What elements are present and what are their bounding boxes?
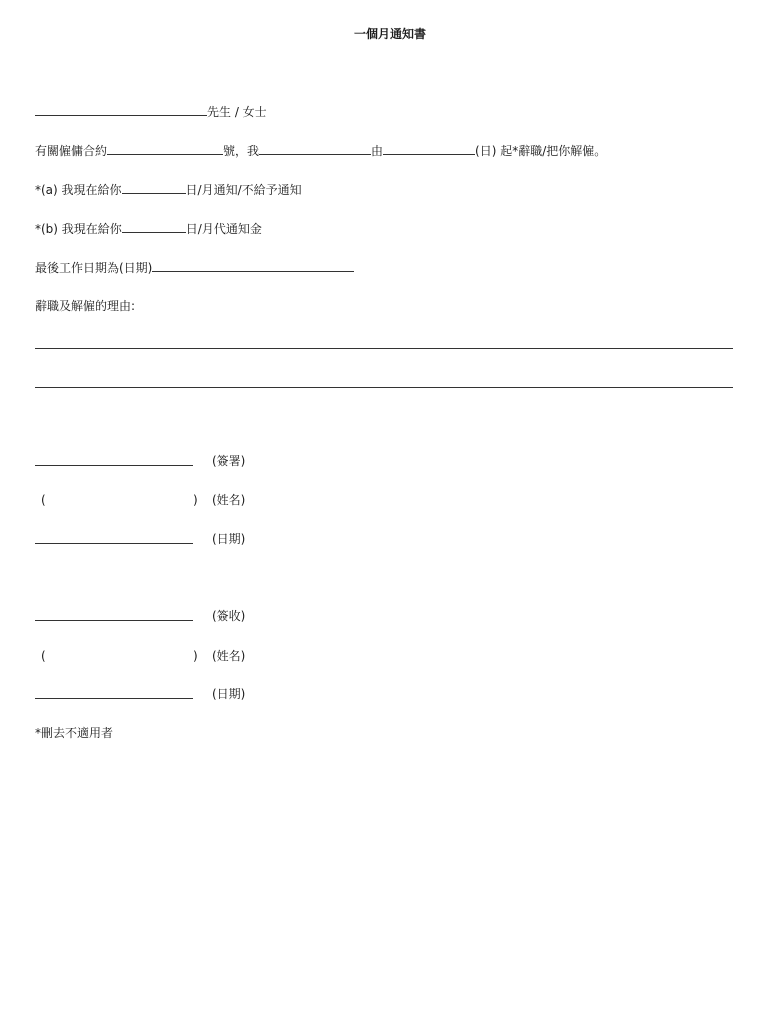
option-a-line [35, 181, 302, 198]
signer-paren-open: ( [41, 493, 46, 507]
option-b-blank[interactable] [122, 220, 186, 233]
receiver-date-blank[interactable] [35, 698, 193, 699]
contract-mid1: 號，我 [223, 144, 260, 158]
reason-label: 辭職及解僱的理由: [35, 299, 136, 313]
last-day-blank[interactable] [152, 259, 354, 272]
option-a-suffix: 日/月通知/不給予通知 [185, 183, 302, 197]
salutation-line [35, 103, 267, 120]
receiver-paren-close: ) [193, 649, 198, 663]
signer-signature-blank[interactable] [35, 465, 193, 466]
receiver-sign-label: (簽收) [212, 609, 246, 623]
signer-name-label: (姓名) [212, 493, 246, 507]
contract-prefix: 有關僱傭合約 [35, 144, 108, 158]
option-a-prefix: *(a) 我現在給你 [35, 183, 122, 197]
document-title: 一個月通知書 [353, 27, 426, 41]
last-day-line [35, 259, 354, 276]
signer-paren-close: ) [193, 493, 198, 507]
option-b-line [35, 220, 262, 237]
contract-mid2: 由 [371, 144, 384, 158]
signer-sign-label: (簽署) [212, 454, 246, 468]
salutation-suffix: 先生 / 女士 [207, 105, 267, 119]
last-day-prefix: 最後工作日期為(日期) [35, 261, 153, 275]
reason-rule-2[interactable] [35, 387, 733, 388]
contract-line [35, 142, 606, 159]
signer-date-blank[interactable] [35, 543, 193, 544]
footnote: *刪去不適用者 [35, 726, 114, 740]
signer-date-label: (日期) [212, 532, 246, 546]
receiver-paren-open: ( [41, 649, 46, 663]
receiver-name-label: (姓名) [212, 649, 246, 663]
receiver-signature-blank[interactable] [35, 620, 193, 621]
option-b-prefix: *(b) 我現在給你 [35, 222, 122, 236]
option-b-suffix: 日/月代通知金 [185, 222, 262, 236]
recipient-name-blank[interactable] [35, 103, 207, 116]
receiver-date-label: (日期) [212, 687, 246, 701]
party-name-blank[interactable] [259, 142, 371, 155]
effective-date-blank[interactable] [383, 142, 475, 155]
option-a-blank[interactable] [122, 181, 186, 194]
contract-end: (日) 起*辭職/把你解僱。 [475, 144, 607, 158]
reason-rule-1[interactable] [35, 348, 733, 349]
contract-number-blank[interactable] [107, 142, 223, 155]
